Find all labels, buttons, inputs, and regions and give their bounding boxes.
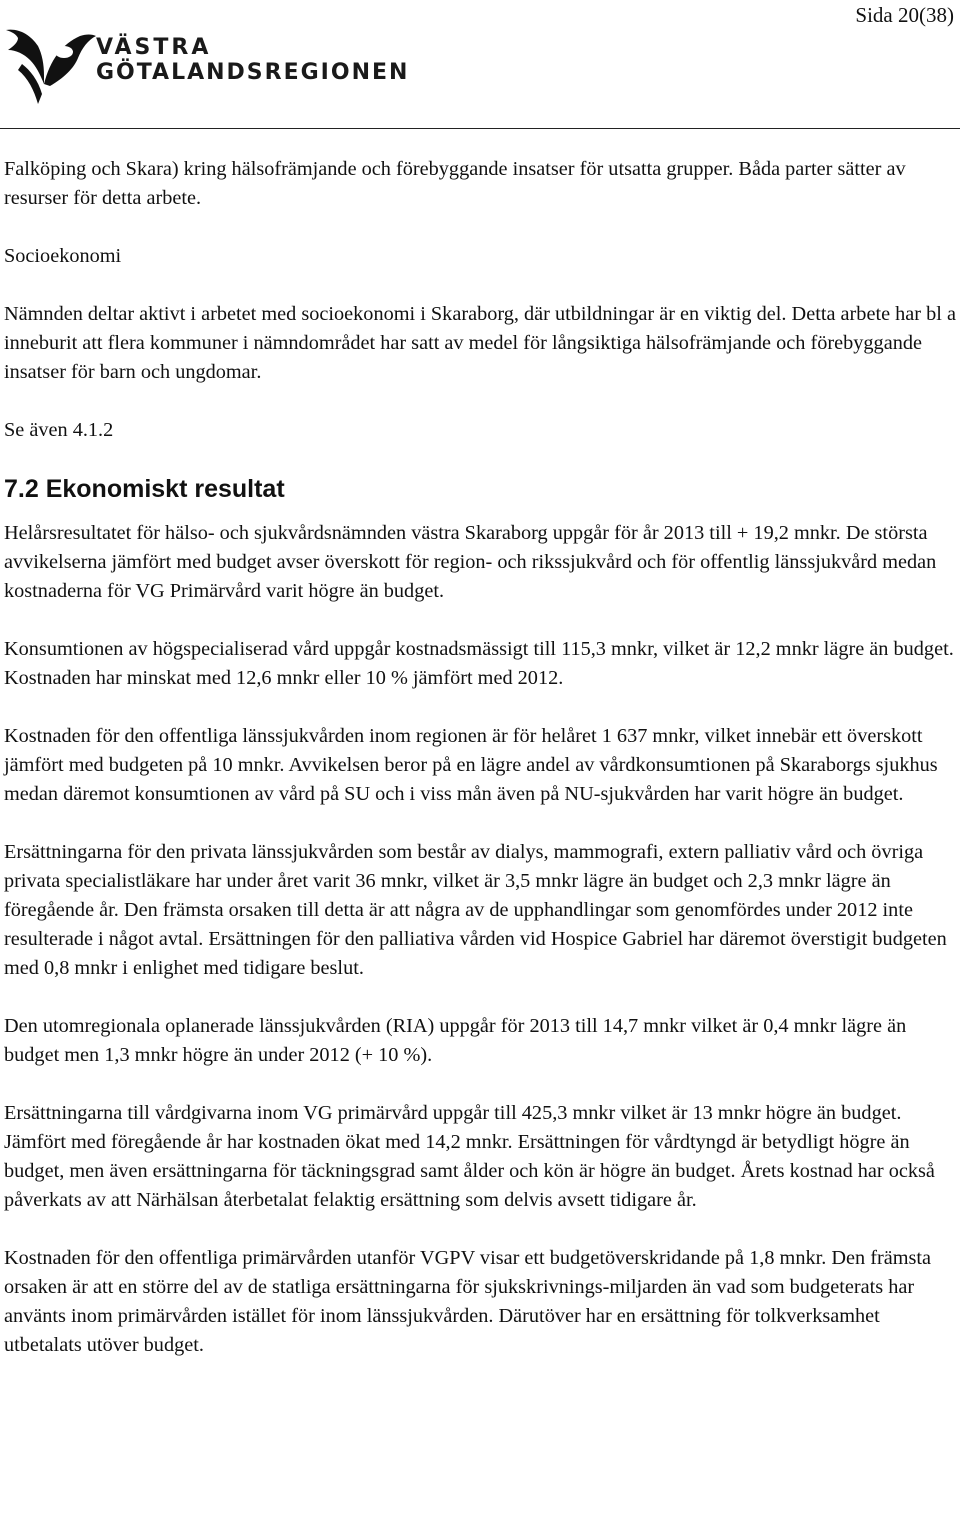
logo-text-line1: VÄSTRA [96, 35, 212, 60]
page-number: Sida 20(38) [855, 3, 954, 27]
paragraph-privat-lanssjukvard: Ersättningarna för den privata länssjukvården som består av dialys, mammografi, extern palliativ vård och övriga privata specialistläkare har under året varit 36 mnkr, vilket är 3,5 mnkr lägre än budget och 2,3 mnkr lägre än föregående år. Den främsta orsaken till detta är att några av de upphandlingar som genomfördes under 2012 inte resulterade i något avtal. Ersättningen för den palliativa vården vid Hospice Gabriel har däremot överstigit budgeten med 0,8 mnkr i enlighet med tidigare beslut. [4, 841, 947, 979]
header-divider [0, 128, 960, 129]
cross-reference: Se även 4.1.2 [4, 419, 114, 441]
region-logo-mark-icon [4, 24, 99, 106]
region-logo [4, 24, 410, 106]
subheading-socioekonomi: Socioekonomi [4, 245, 122, 267]
paragraph-offentlig-lanssjukvard: Kostnaden för den offentliga länssjukvården inom regionen är för helåret 1 637 mnkr, vilket innebär ett överskott jämfört med budgeten på 10 mnkr. Avvikelsen beror på en lägre andel av vårdkonsumtionen på Skaraborgs sjukhus medan däremot konsumtionen av vård på SU och i viss mån även på NU-sjukvården har varit högre än budget. [4, 725, 938, 805]
paragraph-utomregional-vard: Den utomregionala oplanerade länssjukvården (RIA) uppgår för 2013 till 14,7 mnkr vilket är 0,4 mnkr lägre än budget men 1,3 mnkr högre än under 2012 (+ 10 %). [4, 1015, 907, 1066]
paragraph-helarsresultat: Helårsresultatet för hälso- och sjukvårdsnämnden västra Skaraborg uppgår för år 2013 till + 19,2 mnkr. De största avvikelserna jämfört med budget avser överskott för region- och rikssjukvård och för offentlig länssjukvård medan kostnaderna för VG Primärvård varit högre än budget. [4, 522, 937, 602]
paragraph-hogspecialiserad-vard: Konsumtionen av högspecialiserad vård uppgår kostnadsmässigt till 115,3 mnkr, vilket är 12,2 mnkr lägre än budget. Kostnaden har minskat med 12,6 mnkr eller 10 % jämfört med 2012. [4, 638, 954, 689]
paragraph-socioekonomi: Nämnden deltar aktivt i arbetet med socioekonomi i Skaraborg, där utbildningar är en viktig del. Detta arbete har bl a inneburit att flera kommuner i nämndområdet har satt av medel för långsiktiga hälsofrämjande och förebyggande insatser för barn och ungdomar. [4, 303, 956, 383]
region-logo-text [96, 36, 409, 86]
paragraph-continuation: Falköping och Skara) kring hälsofrämjande och förebyggande insatser för utsatta grupper. Båda parter sätter av resurser för detta arbete. [4, 158, 906, 209]
paragraph-offentlig-primarvard: Kostnaden för den offentliga primärvården utanför VGPV visar ett budgetöverskridande på 1,8 mnkr. Den främsta orsaken är att en större del av de statliga ersättningarna för sjukskrivnings-miljarden än vad som budgeterats har använts inom primärvården istället för inom länssjukvården. Därutöver har en ersättning för tolkverksamhet utbetalats utöver budget. [4, 1247, 932, 1356]
paragraph-vg-primarvard: Ersättningarna till vårdgivarna inom VG primärvård uppgår till 425,3 mnkr vilket är 13 mnkr högre än budget. Jämfört med föregående år har kostnaden ökat med 14,2 mnkr. Ersättningen för vårdtyngd är betydligt högre än budget, men även ersättningarna för täckningsgrad samt ålder och kön är högre än budget. Årets kostnad har också påverkats av att Närhälsan återbetalat felaktig ersättning som delvis avsett tidigare år. [4, 1102, 935, 1211]
section-heading: 7.2 Ekonomiskt resultat [4, 475, 285, 503]
logo-text-line2: GÖTALANDSREGIONEN [96, 60, 410, 85]
document-body [4, 155, 960, 1389]
